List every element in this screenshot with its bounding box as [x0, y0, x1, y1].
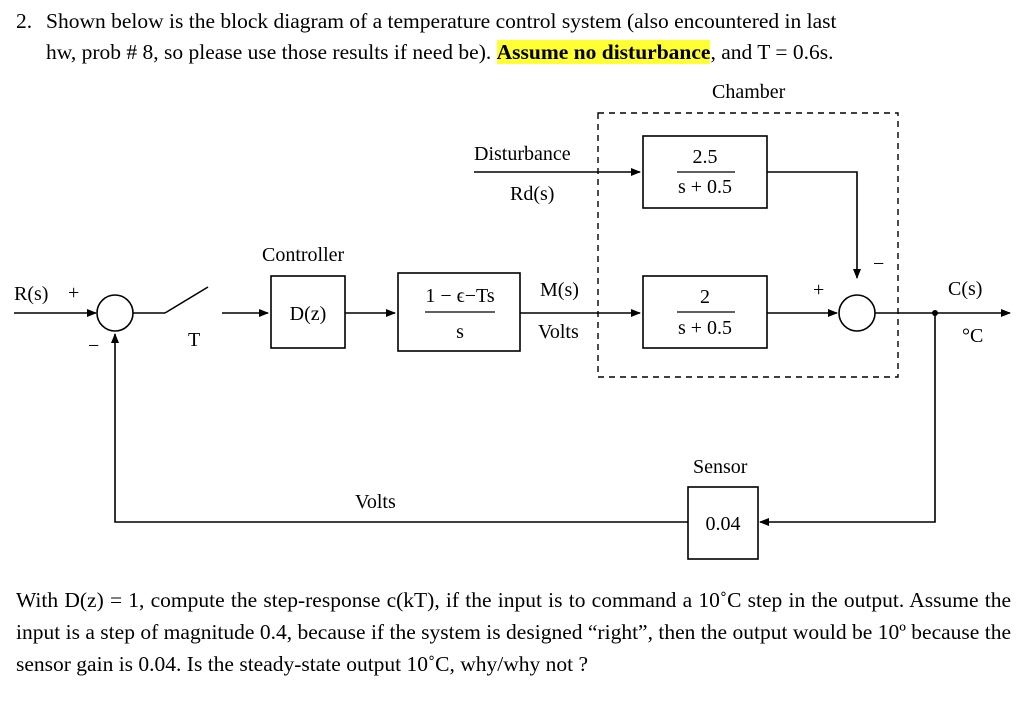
feedback-arrow — [115, 334, 688, 522]
sample-period-label: T — [188, 329, 201, 351]
zoh-numerator: 1 − ϵ−Ts — [425, 285, 495, 307]
m-signal-label: M(s) — [540, 279, 579, 301]
highlighted-assumption: Assume no disturbance — [496, 40, 711, 64]
disturbance-numerator: 2.5 — [692, 146, 718, 168]
output-signal-label: C(s) — [948, 278, 983, 300]
output-summing-junction — [839, 295, 875, 331]
disturbance-to-sum-arrow — [767, 172, 857, 278]
zoh-denominator: s — [456, 321, 464, 343]
question-line2-end: , and T = 0.6s. — [710, 40, 834, 64]
sampler-switch — [165, 287, 208, 313]
output-to-sensor-arrow — [760, 313, 935, 522]
plant-denominator: s + 0.5 — [677, 317, 733, 339]
disturbance-label: Disturbance — [474, 143, 571, 165]
problem-statement: With D(z) = 1, compute the step-response c(kT), if the input is to command a 10˚C step in the output. Assume the input is a step of magnitude 0.4, because if the system is designed “right”, then the output would be 10º because the sensor gain is 0.04. Is the steady-state output 10˚C, why/why not ? — [16, 588, 1011, 676]
input-plus-sign: + — [68, 282, 80, 304]
feedback-minus-sign: − — [88, 335, 100, 357]
plant-plus-sign: + — [813, 279, 825, 301]
input-signal-label: R(s) — [14, 283, 49, 305]
chamber-label: Chamber — [712, 81, 786, 103]
controller-transfer: D(z) — [289, 303, 327, 325]
feedback-units-label: Volts — [355, 491, 396, 513]
error-summing-junction — [97, 295, 133, 331]
disturbance-denominator: s + 0.5 — [677, 176, 733, 198]
sensor-label: Sensor — [693, 456, 748, 478]
m-units-label: Volts — [538, 321, 579, 343]
sensor-gain: 0.04 — [705, 513, 741, 535]
output-units-label: °C — [962, 325, 984, 347]
disturbance-signal-label: Rd(s) — [510, 183, 555, 205]
question-line1: Shown below is the block diagram of a temperature control system (also encountered in last — [46, 9, 837, 33]
question-line2: hw, prob # 8, so please use those results if need be). — [46, 40, 497, 64]
question-number: 2. — [16, 9, 33, 33]
disturbance-minus-sign: − — [873, 253, 885, 275]
plant-numerator: 2 — [700, 286, 710, 308]
controller-label: Controller — [262, 244, 345, 266]
